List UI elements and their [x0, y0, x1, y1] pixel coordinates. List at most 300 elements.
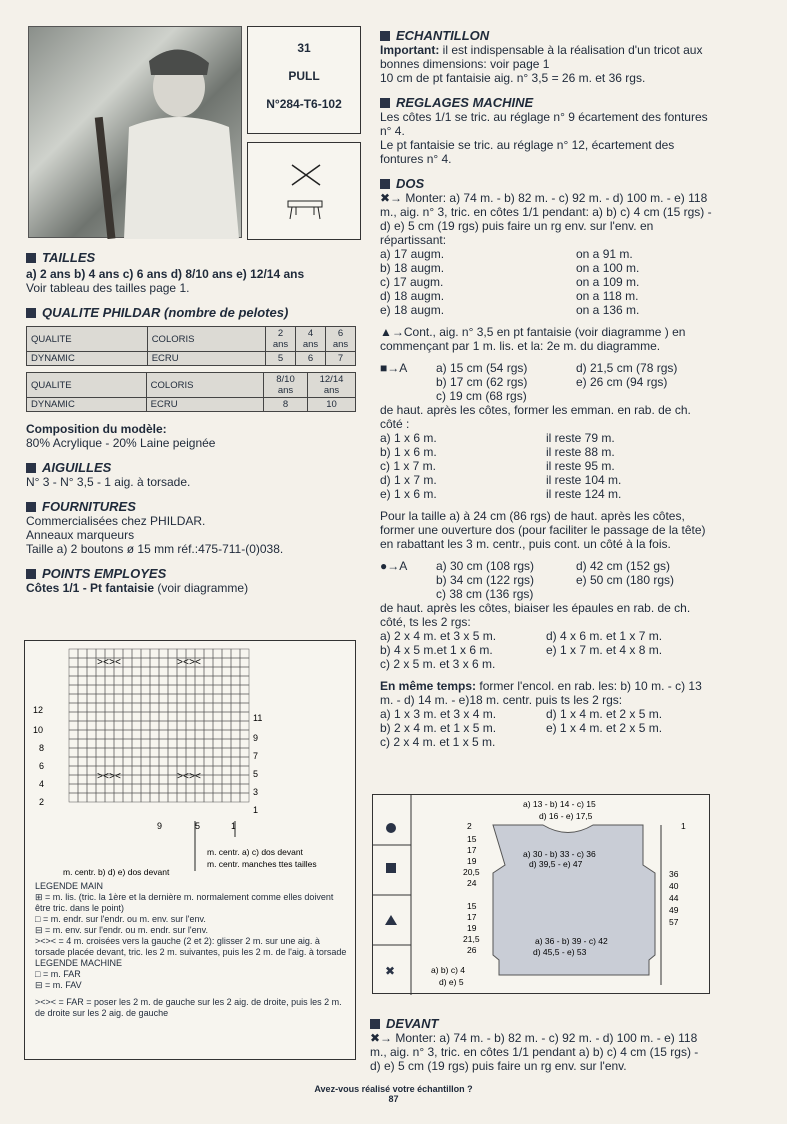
- schema-label: d) 16 - e) 17,5: [539, 811, 593, 821]
- chart-cell: [96, 694, 105, 703]
- chart-cell: [105, 730, 114, 739]
- chart-cell: [213, 748, 222, 757]
- chart-cell: [195, 685, 204, 694]
- chart-cell: [204, 784, 213, 793]
- chart-cell: [114, 676, 123, 685]
- chart-cell: [105, 649, 114, 658]
- schema-label: d) 45,5 - e) 53: [533, 947, 587, 957]
- chart-cell: [222, 784, 231, 793]
- list-item: e) 18 augm.: [380, 303, 445, 317]
- chart-cell: [150, 721, 159, 730]
- cable-cross-icon: [97, 658, 201, 783]
- list-item: il reste 88 m.: [546, 445, 615, 459]
- chart-cell: [222, 685, 231, 694]
- chart-cell: [186, 712, 195, 721]
- chart-cell: [123, 766, 132, 775]
- legend: [35, 881, 347, 1019]
- list-item: b) 18 augm.: [380, 261, 445, 275]
- chart-cell: [195, 730, 204, 739]
- chart-cell: [231, 676, 240, 685]
- chart-cell: [231, 649, 240, 658]
- schema-label: a) 30 - b) 33 - c) 36: [523, 849, 596, 859]
- chart-cell: [141, 676, 150, 685]
- bullet-square-icon: [370, 1019, 380, 1029]
- schema-label: 15: [467, 901, 477, 911]
- fournitures-line: Commercialisées chez PHILDAR.: [26, 514, 206, 528]
- chart-cell: [132, 775, 141, 784]
- chart-cell: [159, 793, 168, 802]
- chart-cell: [222, 676, 231, 685]
- chart-cell: [105, 757, 114, 766]
- chart-cell: [168, 649, 177, 658]
- chart-cell: [96, 685, 105, 694]
- chart-cell: [177, 748, 186, 757]
- svg-text:><><: ><><: [177, 772, 202, 783]
- chart-cell: [114, 721, 123, 730]
- chart-cell: [69, 730, 78, 739]
- chart-cell: [78, 793, 87, 802]
- chart-cell: [231, 694, 240, 703]
- list-item: d) 21,5 cm (78 rgs): [576, 361, 678, 375]
- marker-label: ■→A: [380, 361, 408, 375]
- legend-item: □ = m. FAR: [35, 969, 81, 979]
- table-cell: ECRU: [146, 398, 263, 412]
- chart-grid: [69, 649, 249, 802]
- list-item: e) 1 x 4 m. et 2 x 5 m.: [546, 721, 663, 735]
- chart-cell: [159, 658, 168, 667]
- chart-cell: [177, 712, 186, 721]
- list-item: c) 19 cm (68 rgs): [436, 389, 527, 403]
- chart-cell: [204, 703, 213, 712]
- diagram-note-right2: m. centr. manches ttes tailles: [207, 859, 317, 869]
- list-item: e) 1 x 7 m. et 4 x 8 m.: [546, 643, 663, 657]
- chart-cell: [168, 721, 177, 730]
- chart-cell: [69, 739, 78, 748]
- chart-cell: [177, 685, 186, 694]
- qualite-table-2: [26, 372, 356, 412]
- garment-schema-drawing: [373, 795, 711, 995]
- chart-cell: [123, 703, 132, 712]
- chart-cell: [159, 766, 168, 775]
- list-item: d) 4 x 6 m. et 1 x 7 m.: [546, 629, 663, 643]
- devant-text: ✖→ Monter: a) 74 m. - b) 82 m. - c) 92 m. - d) 100 m. - e) 118 m., aig. n° 3, tric. en côtes 1/1 pendant a) b) c) 4 cm (15 rgs) - d) e) 5 cm (19 rgs) puis faire un rg env. sur l'env.: [370, 1031, 699, 1073]
- chart-cell: [96, 748, 105, 757]
- chart-cell: [213, 784, 222, 793]
- row-label: 10: [33, 725, 44, 735]
- child-photo-illustration: [29, 27, 243, 239]
- chart-cell: [213, 685, 222, 694]
- chart-cell: [69, 748, 78, 757]
- chart-cell: [186, 748, 195, 757]
- chart-cell: [186, 703, 195, 712]
- chart-cell: [213, 739, 222, 748]
- chart-cell: [123, 685, 132, 694]
- chart-cell: [231, 775, 240, 784]
- chart-cell: [141, 757, 150, 766]
- stitch-diagram-box: [24, 640, 356, 1060]
- chart-cell: [87, 730, 96, 739]
- chart-cell: [132, 649, 141, 658]
- chart-cell: [231, 703, 240, 712]
- row-label: 3: [253, 787, 259, 797]
- chart-cell: [213, 766, 222, 775]
- chart-cell: [78, 649, 87, 658]
- chart-cell: [168, 658, 177, 667]
- chart-cell: [159, 757, 168, 766]
- chart-cell: [240, 784, 249, 793]
- chart-cell: [150, 793, 159, 802]
- list-item: il reste 104 m.: [546, 473, 622, 487]
- chart-cell: [231, 793, 240, 802]
- chart-cell: [78, 730, 87, 739]
- chart-cell: [159, 775, 168, 784]
- chart-cell: [150, 748, 159, 757]
- list-item: b) 2 x 4 m. et 1 x 5 m.: [380, 721, 497, 735]
- chart-cell: [204, 712, 213, 721]
- table-cell: 8/10 ans: [264, 373, 308, 398]
- list-item: il reste 124 m.: [546, 487, 622, 501]
- chart-cell: [123, 793, 132, 802]
- chart-cell: [105, 748, 114, 757]
- chart-cell: [240, 775, 249, 784]
- chart-cell: [78, 667, 87, 676]
- list-item: on a 91 m.: [576, 247, 633, 261]
- chart-cell: [231, 658, 240, 667]
- chart-cell: [159, 748, 168, 757]
- chart-cell: [132, 757, 141, 766]
- chart-cell: [150, 739, 159, 748]
- chart-cell: [231, 757, 240, 766]
- table-cell: QUALITE: [27, 327, 148, 352]
- schema-label: 19: [467, 923, 477, 933]
- chart-cell: [195, 694, 204, 703]
- encol-list: [380, 707, 716, 749]
- list-item: a) 1 x 3 m. et 3 x 4 m.: [380, 707, 497, 721]
- chart-cell: [213, 721, 222, 730]
- chart-cell: [213, 775, 222, 784]
- aiguilles-heading: AIGUILLES: [26, 460, 360, 475]
- bullet-square-icon: [26, 502, 36, 512]
- chart-cell: [132, 703, 141, 712]
- chart-cell: [204, 676, 213, 685]
- chart-cell: [96, 784, 105, 793]
- chart-cell: [78, 784, 87, 793]
- chart-cell: [159, 649, 168, 658]
- chart-cell: [222, 658, 231, 667]
- chart-cell: [168, 694, 177, 703]
- chart-cell: [168, 739, 177, 748]
- chart-cell: [87, 685, 96, 694]
- schema-label: 57: [669, 917, 679, 927]
- chart-cell: [141, 775, 150, 784]
- stitch-chart: [25, 641, 357, 881]
- chart-cell: [105, 694, 114, 703]
- chart-cell: [105, 784, 114, 793]
- chart-cell: [87, 703, 96, 712]
- schema-label: 15: [467, 834, 477, 844]
- list-item: on a 100 m.: [576, 261, 640, 275]
- tailles-heading: TAILLES: [26, 250, 360, 265]
- chart-cell: [240, 667, 249, 676]
- schema-label: 19: [467, 856, 477, 866]
- chart-cell: [141, 712, 150, 721]
- chart-cell: [96, 793, 105, 802]
- chart-cell: [240, 676, 249, 685]
- footer-question: Avez-vous réalisé votre échantillon ?: [314, 1084, 473, 1094]
- schema-label: d) 39,5 - e) 47: [529, 859, 583, 869]
- garment-schema: [372, 794, 710, 994]
- schema-label: 1: [681, 821, 686, 831]
- table-cell: 4 ans: [296, 327, 326, 352]
- list-item: c) 1 x 7 m.: [380, 459, 437, 473]
- chart-cell: [240, 649, 249, 658]
- chart-cell: [132, 658, 141, 667]
- chart-cell: [213, 703, 222, 712]
- chart-cell: [195, 784, 204, 793]
- chart-cell: [114, 739, 123, 748]
- table-cell: DYNAMIC: [27, 398, 147, 412]
- chart-cell: [114, 748, 123, 757]
- triangle-marker-icon: [385, 915, 397, 925]
- chart-cell: [87, 676, 96, 685]
- chart-cell: [96, 739, 105, 748]
- reglages-p1: Les côtes 1/1 se tric. au réglage n° 9 écartement des fontures n° 4.: [380, 110, 708, 138]
- chart-cell: [132, 676, 141, 685]
- schema-label: 20,5: [463, 867, 480, 877]
- table-cell: COLORIS: [146, 373, 263, 398]
- chart-cell: [159, 730, 168, 739]
- chart-cell: [222, 730, 231, 739]
- list-item: d) 1 x 7 m.: [380, 473, 437, 487]
- chart-cell: [69, 712, 78, 721]
- chart-cell: [222, 667, 231, 676]
- chart-cell: [132, 793, 141, 802]
- reglages-heading: REGLAGES MACHINE: [380, 95, 716, 110]
- chart-cell: [222, 748, 231, 757]
- chart-cell: [204, 757, 213, 766]
- circle-marker-icon: [386, 823, 396, 833]
- chart-cell: [159, 685, 168, 694]
- chart-cell: [168, 793, 177, 802]
- chart-cell: [159, 676, 168, 685]
- chart-cell: [231, 685, 240, 694]
- chart-cell: [240, 721, 249, 730]
- row-label: 11: [253, 713, 263, 723]
- legend-item: ><>< = FAR = poser les 2 m. de gauche sur les 2 aig. de droite, puis les 2 m. de droite sur les 2 aig. de gauche: [35, 997, 342, 1018]
- chart-cell: [69, 766, 78, 775]
- table-cell: 5: [266, 352, 296, 366]
- chart-cell: [69, 667, 78, 676]
- row-label: 6: [39, 761, 45, 771]
- chart-cell: [213, 658, 222, 667]
- chart-cell: [132, 748, 141, 757]
- method-icons-box: [247, 142, 361, 240]
- chart-cell: [114, 712, 123, 721]
- chart-cell: [222, 793, 231, 802]
- page-number: 87: [388, 1094, 399, 1104]
- chart-cell: [69, 757, 78, 766]
- cable-cross-icon: ><><: [35, 936, 59, 946]
- chart-cell: [96, 676, 105, 685]
- chart-cell: [123, 748, 132, 757]
- legend-main-title: LEGENDE MAIN: [35, 881, 104, 891]
- schema-label: 2: [467, 821, 472, 831]
- chart-cell: [105, 793, 114, 802]
- chart-cell: [159, 703, 168, 712]
- chart-cell: [78, 721, 87, 730]
- chart-cell: [177, 649, 186, 658]
- chart-cell: [69, 685, 78, 694]
- schema-label: a) 13 - b) 14 - c) 15: [523, 799, 596, 809]
- list-item: c) 17 augm.: [380, 275, 444, 289]
- chart-cell: [78, 703, 87, 712]
- chart-cell: [78, 712, 87, 721]
- list-item: b) 1 x 6 m.: [380, 445, 437, 459]
- chart-cell: [132, 766, 141, 775]
- chart-cell: [231, 712, 240, 721]
- chart-cell: [168, 748, 177, 757]
- chart-cell: [204, 694, 213, 703]
- chart-cell: [240, 658, 249, 667]
- chart-cell: [114, 784, 123, 793]
- fournitures-heading: FOURNITURES: [26, 499, 360, 514]
- chart-cell: [168, 685, 177, 694]
- square-marker-icon: [386, 863, 396, 873]
- row-label: 9: [253, 733, 259, 743]
- chart-cell: [123, 649, 132, 658]
- chart-cell: [105, 739, 114, 748]
- chart-cell: [123, 730, 132, 739]
- chart-cell: [159, 667, 168, 676]
- chart-cell: [240, 703, 249, 712]
- chart-cell: [132, 784, 141, 793]
- aiguilles-text: N° 3 - N° 3,5 - 1 aig. à torsade.: [26, 475, 191, 489]
- chart-cell: [213, 676, 222, 685]
- chart-cell: [69, 721, 78, 730]
- list-item: c) 2 x 5 m. et 3 x 6 m.: [380, 657, 496, 671]
- chart-cell: [186, 739, 195, 748]
- chart-cell: [87, 649, 96, 658]
- chart-cell: [240, 739, 249, 748]
- chart-cell: [231, 784, 240, 793]
- sq-heights: [380, 361, 716, 403]
- chart-cell: [177, 784, 186, 793]
- chart-cell: [168, 676, 177, 685]
- rab-list: [380, 431, 716, 501]
- chart-cell: [231, 730, 240, 739]
- chart-cell: [87, 712, 96, 721]
- chart-cell: [204, 793, 213, 802]
- table-cell: DYNAMIC: [27, 352, 148, 366]
- chart-cell: [150, 757, 159, 766]
- chart-cell: [222, 739, 231, 748]
- chart-cell: [114, 730, 123, 739]
- list-item: [546, 735, 716, 749]
- chart-cell: [123, 712, 132, 721]
- list-item: on a 109 m.: [576, 275, 640, 289]
- list-item: b) 17 cm (62 rgs): [436, 375, 528, 389]
- table-cell: COLORIS: [147, 327, 265, 352]
- diagram-note-left: m. centr. b) d) e) dos devant: [63, 867, 170, 877]
- chart-cell: [87, 658, 96, 667]
- chart-cell: [222, 694, 231, 703]
- chart-cell: [114, 703, 123, 712]
- chart-cell: [195, 748, 204, 757]
- page-footer: [0, 1084, 787, 1104]
- chart-cell: [96, 757, 105, 766]
- chart-cell: [213, 730, 222, 739]
- table-cell: 8: [264, 398, 308, 412]
- pattern-number: 31: [297, 41, 311, 55]
- chart-cell: [213, 649, 222, 658]
- chart-cell: [177, 676, 186, 685]
- bullet-square-icon: [26, 463, 36, 473]
- child-photo: [28, 26, 242, 238]
- chart-cell: [168, 766, 177, 775]
- dos-monter: ✖→ Monter: a) 74 m. - b) 82 m. - c) 92 m. - d) 100 m. - e) 118 m., aig. n° 3, tric. en côtes 1/1 pendant: a) b) c) 4 cm (15 rgs) - d) e) 5 cm (19 rgs) puis faire un rg env. sur l'env. en répartissant:: [380, 191, 712, 247]
- chart-cell: [177, 757, 186, 766]
- chart-cell: [150, 676, 159, 685]
- chart-cell: [177, 721, 186, 730]
- dos-ouverture: Pour la taille a) à 24 cm (86 rgs) de haut. après les côtes, former une ouverture dos (pour faciliter le passage de la tête) en rabattant les 3 m. centr., puis cont. un côté à la fois.: [380, 509, 706, 551]
- chart-cell: [159, 739, 168, 748]
- chart-cell: [150, 649, 159, 658]
- chart-cell: [78, 757, 87, 766]
- cross-marker-icon: ✖: [385, 964, 396, 978]
- pattern-ref: N°284-T6-102: [266, 97, 342, 111]
- chart-cell: [177, 730, 186, 739]
- chart-cell: [195, 721, 204, 730]
- chart-cell: [240, 757, 249, 766]
- diagram-note-right1: m. centr. a) c) dos devant: [207, 847, 303, 857]
- chart-cell: [195, 649, 204, 658]
- chart-cell: [240, 712, 249, 721]
- table-cell: QUALITE: [27, 373, 147, 398]
- chart-cell: [96, 649, 105, 658]
- row-label: 8: [39, 743, 45, 753]
- chart-cell: [168, 712, 177, 721]
- chart-cell: [78, 766, 87, 775]
- bullet-square-icon: [380, 31, 390, 41]
- list-item: il reste 95 m.: [546, 459, 615, 473]
- col-label: 9: [157, 821, 163, 831]
- row-label: 7: [253, 751, 259, 761]
- chart-cell: [204, 649, 213, 658]
- chart-cell: [222, 721, 231, 730]
- cable-cross-icon: ><><: [35, 997, 59, 1007]
- chart-cell: [240, 685, 249, 694]
- chart-cell: [186, 721, 195, 730]
- chart-cell: [69, 658, 78, 667]
- chart-cell: [186, 730, 195, 739]
- chart-cell: [141, 739, 150, 748]
- svg-text:><><: ><><: [97, 772, 122, 783]
- chart-cell: [231, 766, 240, 775]
- chart-cell: [204, 721, 213, 730]
- schema-label: 26: [467, 945, 477, 955]
- chart-cell: [231, 748, 240, 757]
- legend-item: ⊟ = m. env. sur l'endr. ou m. endr. sur l'env.: [35, 925, 208, 935]
- chart-cell: [168, 775, 177, 784]
- chart-cell: [204, 748, 213, 757]
- chart-cell: [213, 667, 222, 676]
- chart-cell: [132, 721, 141, 730]
- chart-cell: [141, 658, 150, 667]
- echantillon-heading: ECHANTILLON: [380, 28, 716, 43]
- schema-label: 17: [467, 845, 477, 855]
- chart-cell: [231, 721, 240, 730]
- chart-cell: [186, 649, 195, 658]
